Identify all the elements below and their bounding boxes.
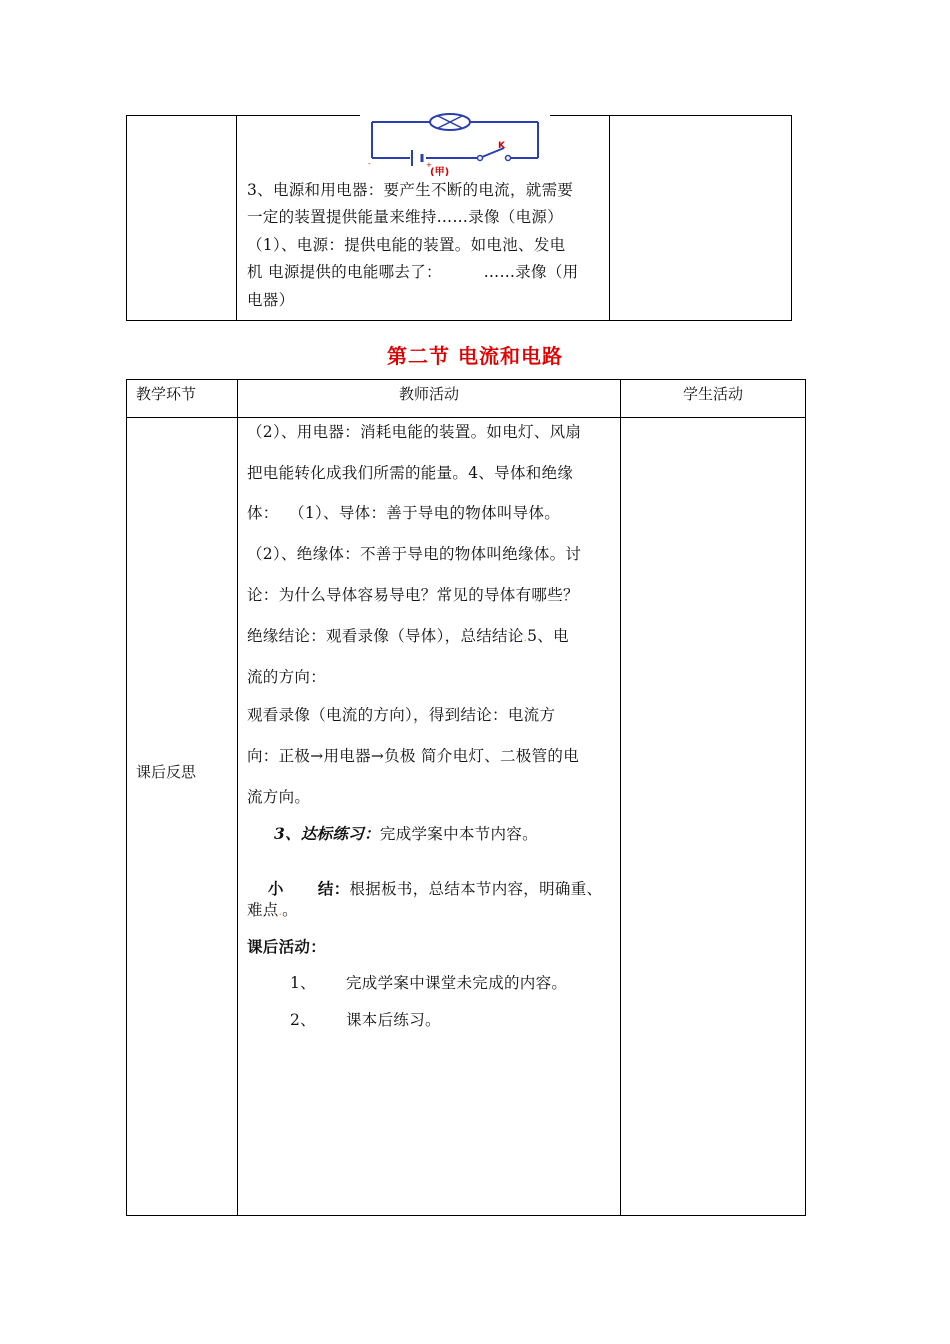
section-title: 第二节 电流和电路 [387,344,563,368]
circuit-diagram [360,112,550,176]
svg-text:+: + [426,161,432,169]
orange-dot-2: . [278,907,283,918]
t2-line-3: 体： （1）、导体：善于导电的物体叫导体。 [247,504,561,522]
table2-header-bottom [126,417,806,418]
header-stage: 教学环节 [136,385,197,403]
t2-line-2: 把电能转化成我们所需的能量。4、导体和绝缘 [247,464,574,482]
table1-left-border [126,115,127,321]
header-student: 学生活动 [682,385,743,403]
t1-line-1: 3、电源和用电器：要产生不断的电流，就需要 [247,181,574,199]
after-class-label: 课后活动： [247,937,327,956]
lamp-icon [430,114,470,130]
t2-line-5: 论：为什么导体容易导电？常见的导体有哪些？ [247,586,579,604]
practice-label: 3、达标练习： [274,824,380,843]
circuit-caption: (甲) [430,167,450,176]
t1-line-5: 电器） [247,291,295,309]
summary-text-2: 难点 [247,901,279,919]
table2-bottom-border [126,1215,806,1216]
after-item-1-text: 完成学案中课堂未完成的内容。 [346,974,568,992]
table1-bottom-border [126,320,792,321]
table1-right-border [791,115,792,321]
after-item-2-num: 2、 [290,1011,316,1029]
table2-col-divider-1 [237,379,238,1216]
summary-line-2 [247,900,298,923]
t1-line-4: 机 电源提供的电能哪去了： ……录像（用 [247,263,579,281]
summary-end: 。 [282,901,298,919]
table1-col-divider-2 [609,115,610,321]
t1-line-2: 一定的装置提供能量来维持……录像（电源） [247,208,564,226]
t2-line-7: 流的方向： [247,668,327,686]
after-item-2-text: 课本后练习。 [346,1011,441,1029]
t2-line-6-tail: 5、电 [527,627,569,645]
switch-label: K [498,141,505,151]
table2-col-divider-2 [620,379,621,1216]
summary-line [247,859,602,919]
row-label: 课后反思 [136,763,197,781]
header-teacher: 教师活动 [398,385,459,403]
orange-dot: . [523,633,528,644]
table1-col-divider-1 [236,115,237,321]
t2-line-9: 向：正极→用电器→负极 简介电灯、二极管的电 [247,747,580,765]
t2-line-10: 流方向。 [247,788,311,806]
t2-line-1: （2）、用电器：消耗电能的装置。如电灯、风扇 [247,423,582,441]
table2-right-border [805,379,806,1216]
t2-line-8: 观看录像（电流的方向），得到结论：电流方 [247,706,556,724]
t2-line-6 [247,626,569,649]
summary-label: 小 结： [267,879,350,898]
t2-line-6-text: 绝缘结论：观看录像（导体），总结结论 [247,627,524,645]
after-item-1-num: 1、 [290,974,316,992]
table2-left-border [126,379,127,1216]
practice-text: 完成学案中本节内容。 [379,825,538,843]
summary-text: 根据板书，总结本节内容，明确重、 [349,880,603,898]
t2-line-4: （2）、绝缘体：不善于导电的物体叫绝缘体。讨 [247,545,582,563]
svg-text:-: - [368,160,371,168]
practice-line [274,824,538,844]
t1-line-3: （1）、电源：提供电能的装置。如电池、发电 [247,236,566,254]
table2-top-border [126,379,806,380]
